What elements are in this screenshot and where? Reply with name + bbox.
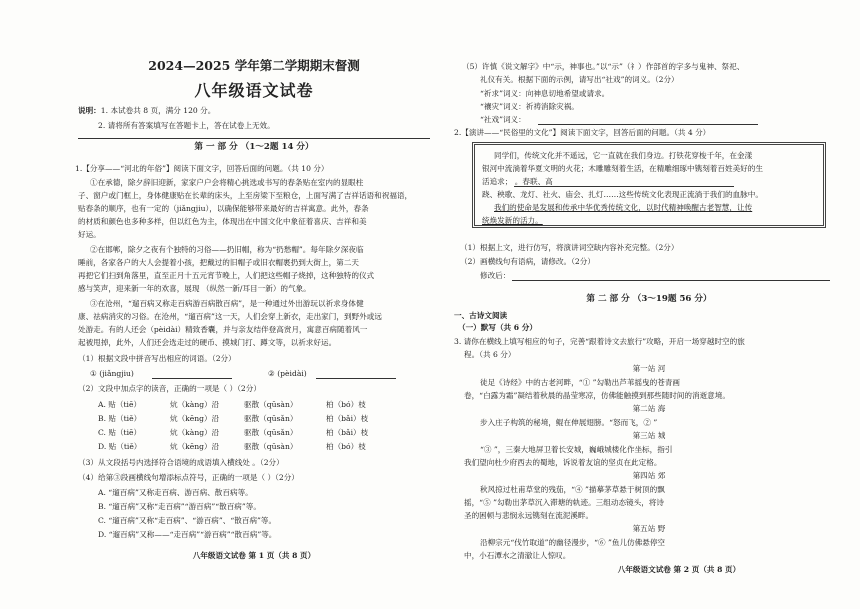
divider bbox=[78, 138, 430, 139]
speech-line: 银河中流淌着华夏文明的火花；木雕雕刻着生活，在精雕细琢中镌刻着百姓美好的生 bbox=[482, 164, 763, 173]
subsection-dictation: （一）默写（共 6 分） bbox=[458, 323, 537, 332]
option-d: 驱散（qūsàn） bbox=[244, 442, 298, 451]
station-text: 卷，“白露为霜”凝结着秋晨的晶莹寒凉，仿佛能触摸到那些随时间的消逝意境。 bbox=[464, 391, 730, 400]
speech-underlined-line: 我们的使命是发展和传承中华优秀传统文化，以时代精神唤醒古老智慧，让传 bbox=[494, 203, 753, 212]
q3-line: 3. 请你在横线上填写相应的句子，完善“跟着诗文去旅行”攻略，开启一场穿越时空的旅 bbox=[454, 337, 745, 346]
year-title: 2024—2025 学年第二学期期末督测 bbox=[148, 58, 360, 73]
station-text: 徒足《诗经》中的古老河畔，“① ”勾勒出芦苇摇曳的苍青画 bbox=[480, 378, 681, 387]
speech-underlined-line: 统焕发新的活力。 bbox=[482, 216, 543, 225]
option-d: 炕（kēng）沿 bbox=[170, 442, 220, 451]
station-title: 第五站 野 bbox=[632, 524, 666, 533]
answer-blank[interactable] bbox=[514, 186, 734, 187]
answer-blank[interactable] bbox=[316, 378, 396, 379]
option-a: A. 贴（tiē） bbox=[98, 400, 142, 409]
station-text: “③ ”，三秦大地屏卫着长安城，巍峨城楼化作坐标，指引 bbox=[480, 445, 673, 454]
q5-example: “禳灾”词义：祈祷消除灾祸。 bbox=[480, 102, 579, 111]
para3-line: 处游走。有的人还会（pèidài）精致香囊，并与亲友结伴登高赏月，寓意百病随着风一 bbox=[78, 325, 368, 334]
para3-line: ③在沧州，“遛百病又称走百病游百病散百病”，是一种通过外出游玩以祈求身体健 bbox=[90, 299, 364, 308]
option-c: 柏（bǎi）枝 bbox=[326, 428, 369, 437]
q1-4: （4）给第③段画横线句增添标点符号，正确的一项是（ ）（2分） bbox=[78, 473, 299, 482]
q1-1: （1）根据文段中拼音写出相应的词语。（2分） bbox=[78, 354, 236, 363]
option-a: 驱散（qūsàn） bbox=[244, 400, 298, 409]
answer-blank[interactable] bbox=[512, 280, 830, 281]
answer-blank[interactable] bbox=[538, 124, 758, 125]
station-text: 步入庄子构筑的秘境，鲲在伸展翅膀。“怒而飞，② ” bbox=[480, 418, 658, 427]
q5-line: 礼仪有关。根据下面的示例，请写出“社戏”的词义。（2分） bbox=[480, 75, 679, 84]
option4-a: A. “遛百病”又称走百病、游百病、散百病等。 bbox=[98, 488, 253, 497]
option-c: C. 贴（tiē） bbox=[98, 428, 142, 437]
part2-title: 第 二 部 分 （3～19题 56 分） bbox=[586, 294, 712, 304]
q1-3: （3）从文段括号内选择符合语境的成语填入横线处 。（2分） bbox=[78, 458, 284, 467]
exam-title: 八年级语文试卷 bbox=[194, 81, 314, 100]
option4-c: C. “遛百病”又称“走百病”、“游百病”、“散百病”等。 bbox=[98, 516, 277, 525]
para3-line: 起被甩掉，此外，人们还会选走过的硬币、摸城门打、蹲文等，以祈求好运。 bbox=[78, 338, 337, 347]
option4-b: B. “遛百病”又称“走百病”“游百病”“散百病”等。 bbox=[98, 502, 261, 511]
left-page bbox=[75, 0, 430, 609]
q1-2: （2）文段中加点字的读音，正确的一项是（ ）（2分） bbox=[78, 384, 261, 393]
option-b: 柏（bǎi）枝 bbox=[326, 414, 369, 423]
note-label: 说明： bbox=[78, 106, 101, 115]
para2-line: 再把它们扫到角落里，直至正月十五元宵节晚上，人们把这些帽子烧掉，这种独特的仪式 bbox=[78, 271, 375, 280]
station-title: 第四站 郊 bbox=[632, 471, 666, 480]
option-d: D. 贴（tiě） bbox=[98, 442, 142, 451]
station-title: 第三站 城 bbox=[632, 431, 666, 440]
station-text: 沿柳宗元“伐竹取道”的幽径漫步，“⑥ ”鱼儿仿佛悬停空 bbox=[480, 538, 666, 547]
option-c: 炕（kàng）沿 bbox=[170, 428, 220, 437]
station-title: 第二站 海 bbox=[632, 404, 666, 413]
q1-intro: 1.【分享——“河北的年俗”】阅读下面文字，回答后面的问题。（共 10 分） bbox=[75, 164, 329, 173]
option-b: 驱散（qūsǎn） bbox=[244, 414, 298, 423]
speech-line: 同学们，传统文化并不遥远，它一直就在我们身边。打铁花穿梭千年，在金漾 bbox=[494, 151, 753, 160]
para1-line: ①在承德，除夕辞旧迎新，家家户户会将精心挑选或书写的春条贴在室内的显眼柱 bbox=[90, 178, 364, 187]
option-a: 柏（bó）枝 bbox=[326, 400, 366, 409]
option4-d: D. “遛百病”又称——“走百病”“游百病”“散百病”等。 bbox=[98, 530, 277, 539]
para3-line: 康、祛病消灾的习俗。在沧州，“遛百病”这一天，人们会穿上新衣，走出家门，到野外或远 bbox=[78, 312, 382, 321]
right-page bbox=[454, 0, 844, 609]
q5-example: “祈求”词义：向神息切地希望或请求。 bbox=[480, 89, 610, 98]
option-d: 柏（bó）枝 bbox=[326, 442, 366, 451]
para2-line: 感与笑声，迎来新一年的欢喜，展现 （纵然一新/耳目一新）的气象。 bbox=[78, 284, 311, 293]
note-1-text: 1. 本试卷共 8 页，满分 120 分。 bbox=[100, 106, 216, 115]
pinyin-1: ① (jiǎngjiu) bbox=[90, 369, 134, 378]
speech-line: 活追求； 。春联、高 bbox=[482, 177, 553, 186]
pinyin-2: ② (pèidài) bbox=[268, 369, 307, 378]
q3-line: 程。（共 6 分） bbox=[464, 350, 516, 359]
para1-line: 子、窗户或门框上，身体健康贴在长辈的床头，上至房梁下至粮仓，上面写满了吉祥话语和祝福语， bbox=[78, 191, 413, 200]
station-text: 秋风掠过杜甫草堂的残茄，“④ ”描摹茅草悬于树顶的飘 bbox=[480, 485, 665, 494]
station-title: 第一站 河 bbox=[632, 364, 666, 373]
q2-intro: 2.【演讲——“民俗里的文化”】阅读下面文字，回答后面的问题。（共 4 分） bbox=[454, 128, 711, 137]
page-footer: 八年级语文试卷 第 2 页（共 8 页） bbox=[617, 565, 741, 574]
speech-line: 跷、秧歌、龙灯、社火、庙会、扎灯……这些传统文化表现正流淌于我们的血脉中。 bbox=[482, 190, 763, 199]
option-c: 驱散（qūsǎn） bbox=[244, 428, 298, 437]
note-2: 2. 请将所有答案填写在答题卡上，答在试卷上无效。 bbox=[98, 121, 275, 130]
station-text: 圣的困顿与悲悯永远镌刻在流泥溪畔。 bbox=[464, 511, 594, 520]
station-text: 我们望向杜少府西去的蜀地，诉说着友谊的坚贞在此定格。 bbox=[464, 458, 662, 467]
q5-answer-label: “社戏”词义： bbox=[480, 115, 526, 124]
option-b: 炕（kēng）沿 bbox=[170, 414, 220, 423]
edit-label: 修改后： bbox=[480, 271, 511, 280]
note-1 bbox=[78, 106, 215, 116]
para2-line: ②在邯郸，除夕之夜有个独特的习俗——扔旧帽，称为“扔愁帽”。每年除夕深夜临 bbox=[90, 245, 364, 254]
para1-line: 贴春条的顺序，也有一定的（jiǎngjiu），以确保能够带来最好的吉祥寓意。此外，春条 bbox=[78, 204, 369, 213]
option-a: 炕（kàng）沿 bbox=[170, 400, 220, 409]
option-b: B. 贴（tiě） bbox=[98, 414, 142, 423]
para1-line: 好运。 bbox=[78, 230, 101, 239]
para1-line: 的材质和颜色也多种多样，但以红色为主，体现出在中国文化中象征着喜庆、吉祥和美 bbox=[78, 217, 367, 226]
q5-line: （5）许慎《说文解字》中“示，神事也。”以“示”（礻）作部首的字多与鬼神、祭祀、 bbox=[462, 62, 745, 71]
q2-1: （1）根据上文，进行仿写，将演讲词空缺内容补充完整。（2分） bbox=[460, 243, 679, 252]
para2-line: 睡前，各家各户的大人会提着小孩，把戴过的旧帽子或旧衣帽裹扔到大街上，第二天 bbox=[78, 258, 359, 267]
answer-blank[interactable] bbox=[152, 378, 232, 379]
station-text: 摇，“⑤ ”勾勒出茅草沉入滞塘的轨迹。三组动态镜头，将诗 bbox=[464, 498, 665, 507]
page-footer: 八年级语文试卷 第 1 页（共 8 页） bbox=[192, 551, 316, 560]
q2-2: （2）画横线句有语病，请修改。（2分） bbox=[460, 257, 595, 266]
section-ancient-poetry: 一、古诗文阅读 bbox=[454, 311, 508, 320]
station-text: 中，小石潭水之清澈让人惊叹。 bbox=[464, 551, 571, 560]
part1-title: 第 一 部 分 （1～2题 14 分） bbox=[194, 142, 314, 152]
